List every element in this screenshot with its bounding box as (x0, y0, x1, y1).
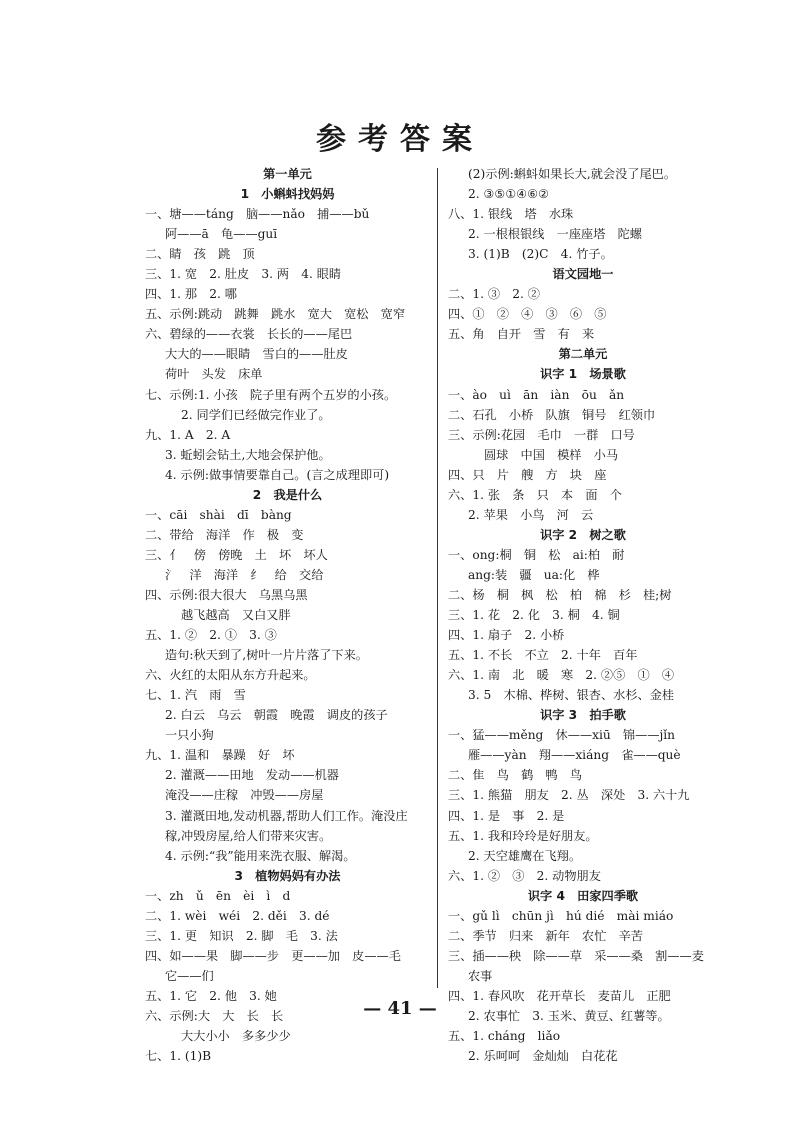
section-heading: 第一单元 (263, 167, 312, 181)
answer-line: 四、示例:很大很大 乌黑乌黑 (145, 587, 308, 602)
answer-line: 3. 5 木棉、桦树、银杏、水杉、金桂 (468, 688, 675, 703)
answer-line: 它——们 (165, 968, 214, 983)
answer-line: 四、1. 那 2. 哪 (145, 287, 237, 302)
answer-line: 四、1. 是 事 2. 是 (448, 808, 565, 823)
answer-line: 一、ào uì ān iàn ōu ǎn (448, 387, 625, 402)
answer-line: 五、1. cháng liǎo (448, 1029, 561, 1044)
answer-line: 圆球 中国 模样 小马 (484, 447, 619, 462)
answer-line: 七、示例:1. 小孩 院子里有两个五岁的小孩。 (145, 387, 397, 402)
answer-line: 六、1. 南 北 暖 寒 2. ②⑤ ① ④ (448, 668, 675, 683)
answer-line: 一、zh ǔ ēn èi ì d (145, 888, 291, 903)
answer-column-left (145, 164, 430, 1066)
answer-line: 越飞越高 又白又胖 (181, 608, 291, 623)
answer-column-right (448, 164, 718, 1066)
answer-line: 五、角 自开 雪 有 来 (448, 327, 595, 342)
answer-line: 4. 示例:做事情要靠自己。(言之成理即可) (165, 467, 390, 482)
section-heading: 2 我是什么 (252, 487, 323, 502)
answer-line: 四、① ② ④ ③ ⑥ ⑤ (448, 307, 607, 322)
answer-line: 2. 农事忙 3. 玉米、黄豆、红薯等。 (468, 1008, 670, 1023)
answer-line: 五、示例:跳动 跳舞 跳水 宽大 宽松 宽窄 (145, 307, 406, 322)
answer-line: 二、1. wèi wéi 2. děi 3. dé (145, 908, 330, 923)
section-heading: 1 小蝌蚪找妈妈 (240, 187, 335, 202)
answer-line: 2. 一根根银线 一座座塔 陀螺 (468, 227, 642, 242)
answer-line: 雁——yàn 翔——xiáng 雀——què (468, 748, 681, 763)
answer-line: 一、猛——měng 休——xiū 锦——jǐn (448, 728, 676, 743)
answer-list-right (448, 164, 718, 1066)
answer-line: 三、1. 宽 2. 肚皮 3. 两 4. 眼睛 (145, 267, 342, 282)
answer-line: 四、1. 春风吹 花开草长 麦苗儿 正肥 (448, 988, 671, 1003)
answer-line: ang:装 疆 ua:化 桦 (468, 567, 600, 582)
answer-line: 六、火红的太阳从东方升起来。 (145, 668, 316, 683)
section-heading: 语文园地一 (552, 267, 614, 282)
answer-line: 2. 天空雄鹰在飞翔。 (468, 848, 582, 863)
answer-line: 三、插——秧 除——草 采——桑 割——麦 (448, 948, 704, 963)
section-heading: 3 植物妈妈有办法 (234, 868, 341, 883)
answer-line: 三、亻 傍 傍晚 土 坏 坏人 (145, 547, 328, 562)
answer-line: 4. 示例:“我”能用来洗衣服、解渴。 (165, 848, 356, 863)
answer-line: 二、石孔 小桥 队旗 铜号 红领巾 (448, 407, 656, 422)
answer-line: 一、gǔ lì chūn jì hú dié mài miáo (448, 908, 674, 923)
answer-line: 一、cāi shài dī bàng (145, 507, 292, 522)
answer-line: 六、碧绿的——衣裳 长长的——尾巴 (145, 327, 353, 342)
section-heading: 识字 2 树之歌 (540, 527, 626, 542)
page-number: — 41 — (363, 998, 437, 1019)
answer-line: 二、1. ③ 2. ② (448, 287, 540, 302)
answer-line: (2)示例:蝌蚪如果长大,就会没了尾巴。 (468, 167, 677, 181)
answer-line: 2. 同学们已经做完作业了。 (181, 407, 331, 422)
answer-line: 三、1. 熊猫 朋友 2. 丛 深处 3. 六十九 (448, 788, 690, 803)
answer-line: 三、1. 更 知识 2. 脚 毛 3. 法 (145, 928, 338, 943)
section-heading: 识字 1 场景歌 (540, 367, 626, 382)
answer-line: 大大小小 多多少少 (181, 1029, 291, 1044)
answer-line: 阿——ā 龟——guī (165, 227, 278, 242)
answer-line: 七、1. 汽 雨 雪 (145, 688, 246, 703)
answer-line: 一只小狗 (165, 728, 214, 743)
answer-line: 二、季节 归来 新年 农忙 辛苦 (448, 928, 643, 943)
answer-line: 五、1. 不长 不立 2. 十年 百年 (448, 648, 638, 663)
answer-line: 3. 灌溉田地,发动机器,帮助人们工作。淹没庄 (165, 808, 408, 823)
answer-line: 2. 乐呵呵 金灿灿 白花花 (468, 1049, 618, 1064)
answer-line: 二、杨 桐 枫 松 柏 棉 杉 桂;树 (448, 587, 672, 602)
answer-line: 3. (1)B (2)C 4. 竹子。 (468, 247, 613, 262)
answer-line: 六、1. 张 条 只 本 面 个 (448, 487, 622, 502)
answer-line: 五、1. 我和玲玲是好朋友。 (448, 828, 598, 843)
answer-line: 六、1. ② ③ 2. 动物朋友 (448, 868, 601, 883)
answer-line: 五、1. ② 2. ① 3. ③ (145, 628, 277, 643)
column-divider (437, 168, 438, 988)
answer-line: 二、睛 孩 跳 顶 (145, 247, 255, 262)
answer-line: 七、1. (1)B (145, 1049, 212, 1064)
section-heading: 识字 4 田家四季歌 (527, 888, 639, 903)
answer-line: 淹没——庄稼 冲毁——房屋 (165, 788, 324, 803)
answer-line: 八、1. 银线 塔 水珠 (448, 207, 574, 222)
answer-line: 九、1. 温和 暴躁 好 坏 (145, 748, 295, 763)
answer-line: 三、示例:花园 毛巾 一群 口号 (448, 427, 635, 442)
answer-list-left (145, 164, 430, 1066)
answer-line: 2. 苹果 小鸟 河 云 (468, 507, 594, 522)
answer-line: 2. 灌溉——田地 发动——机器 (165, 768, 339, 783)
answer-line: 四、1. 扇子 2. 小桥 (448, 628, 565, 643)
answer-line: 一、塘——táng 脑——nǎo 捕——bǔ (145, 207, 370, 222)
answer-line: 一、ong:桐 铜 松 ai:柏 耐 (448, 547, 625, 562)
answer-line: 四、只 片 艘 方 块 座 (448, 467, 607, 482)
answer-line: 稼,冲毁房屋,给人们带来灾害。 (165, 828, 332, 843)
section-heading: 识字 3 拍手歌 (540, 708, 626, 723)
answer-line: 2. ③⑤①④⑥② (468, 187, 550, 202)
answer-line: 造句:秋天到了,树叶一片片落了下来。 (165, 648, 368, 663)
answer-line: 农事 (468, 968, 493, 983)
answer-line: 三、1. 花 2. 化 3. 桐 4. 铜 (448, 608, 620, 623)
answer-line: 六、示例:大 大 长 长 (145, 1008, 284, 1023)
answer-line: 五、1. 它 2. 他 3. 她 (145, 988, 277, 1003)
answer-line: 荷叶 头发 床单 (165, 367, 263, 382)
answer-line: 九、1. A 2. A (145, 427, 231, 442)
answer-line: 2. 白云 乌云 朝霞 晚霞 调皮的孩子 (165, 708, 388, 723)
answer-line: 四、如——果 脚——步 更——加 皮——毛 (145, 948, 401, 963)
section-heading: 第二单元 (558, 347, 608, 362)
answer-line: 氵 洋 海洋 纟 给 交给 (165, 567, 324, 582)
answer-line: 二、隹 鸟 鹤 鸭 鸟 (448, 768, 583, 783)
page-title: 参考答案 (316, 122, 484, 157)
answer-line: 大大的——眼睛 雪白的——肚皮 (165, 347, 348, 362)
answer-line: 3. 蚯蚓会钻土,大地会保护他。 (165, 447, 331, 462)
answer-line: 二、带给 海洋 作 极 变 (145, 527, 304, 542)
